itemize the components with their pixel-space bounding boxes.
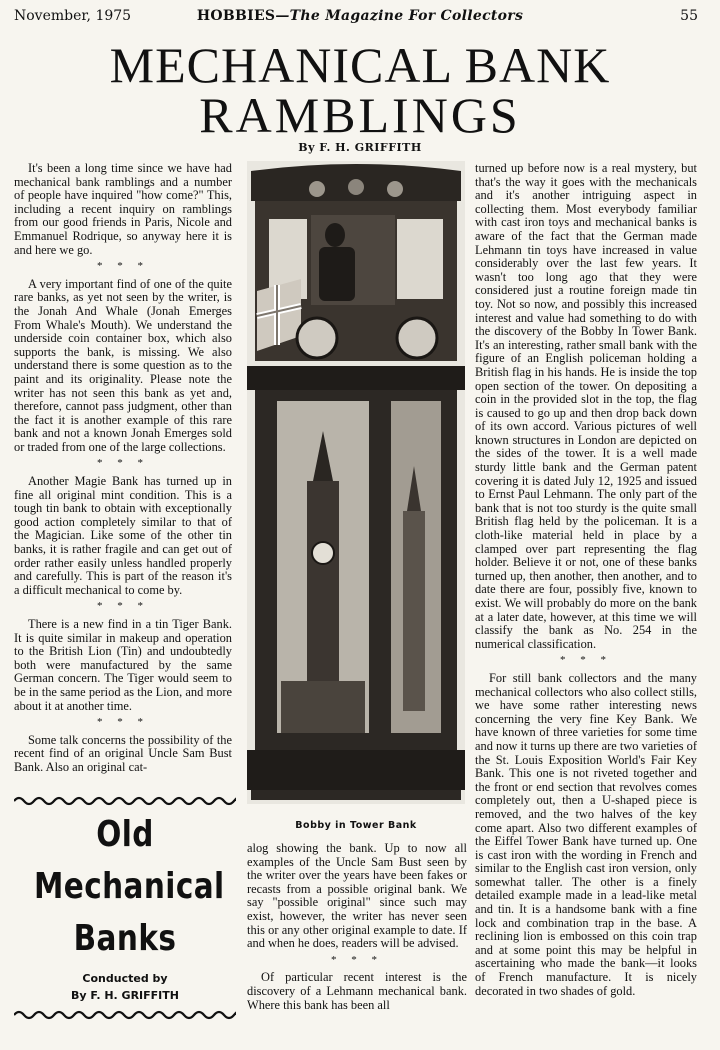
article-title-line1: MECHANICAL BANK (109, 37, 611, 93)
photo-caption: Bobby in Tower Bank (295, 820, 417, 831)
paragraph: For still bank collectors and the many mechanical collectors who also collect stills, we have some rather interesting news concerning the very fine Key Bank. We have known of three varieties for some time and now it turns up there are two varieties of the St. Louis Exposition World's Fair Key Bank. This one is not riveted together and the front or end section that revolves comes completely out, then a U-shaped piece is removed, and the two halves of the key come apart. Also two different examples of the Eiffel Tower Bank have turned up. One is cast iron with the wording in French and similar to the English cast iron version, only somewhat taller. The other is a finely detailed example made in a lead-like metal and tin. It is a handsome bank with a fine lock and combination trap in the base. A reclining lion is embossed on this coin trap and at some point this may be helpful in ascertaining who made the bank—it looks of French manufacture. It is nicely decorated in two shades of gold. (475, 670, 697, 998)
section-separator: * * * (97, 260, 149, 273)
column-title-banks: Banks (73, 918, 177, 959)
decorative-wave-border-top (14, 796, 236, 806)
article-title-line2: RAMBLINGS (199, 87, 521, 143)
paragraph: Some talk concerns the possibility of the recent find of an original Uncle Sam Bust Bank. Also an original cat- (14, 732, 232, 774)
section-separator: * * * (560, 654, 612, 667)
article-byline: By F. H. GRIFFITH (298, 141, 422, 154)
section-separator: * * * (97, 600, 149, 613)
magazine-name: HOBBIES (196, 8, 276, 24)
issue-date: November, 1975 (14, 8, 132, 24)
column-3 (475, 162, 697, 998)
paragraph: Of particular recent interest is the discovery of a Lehmann mechanical bank. Where this bank has been all (247, 970, 467, 1012)
section-separator: * * * (97, 457, 149, 470)
section-separator: * * * (331, 953, 383, 966)
decorative-wave-border-bottom (14, 1010, 236, 1020)
photo-illustration (247, 161, 465, 804)
paragraph: It's been a long time since we have had mechanical bank ramblings and a number of people have inquired "how come?" This, including a recent inquiry on ramblings from our good friends in Paris, Nicole and Emmanuel Rodrique, so anyway here it is and here we go. (14, 161, 232, 257)
section-separator: * * * (97, 716, 149, 729)
paragraph: There is a new find in a tin Tiger Bank. It is quite similar in makeup and operation to the British Lion (Tin) and undoubtedly both were manufactured by the same German concern. The Tiger would seem to be in the same period as the Lion, and more about it at another time. (14, 617, 232, 713)
page-number: 55 (680, 8, 698, 24)
column-title-mechanical: Mechanical (33, 866, 225, 907)
conducted-by-label: Conducted by (82, 972, 168, 985)
column-author: By F. H. GRIFFITH (71, 989, 179, 1002)
column-1 (14, 162, 232, 775)
magazine-subtitle: —The Magazine For Collectors (275, 8, 524, 24)
column-title-old: Old (96, 814, 154, 855)
bobby-in-tower-bank-photo (247, 161, 465, 804)
paragraph: Another Magie Bank has turned up in fine all original mint condition. This is a tough tin bank to obtain with exceptionally good action completely similar to that of the Magician. Like some of the other tin banks, it is rather fragile and can get out of order rather easily unless handled properly and carefully. This is part of the reason it's a difficult mechanical to come by. (14, 474, 232, 597)
paragraph: A very important find of one of the quite rare banks, as yet not seen by the writer, is the Jonah And Whale (Jonah Emerges From Whale's Mouth). We understand the underside coin container box, which also supports the bank, is missing. We also understand there is some question as to the paint and its originality. Please note the writer has not seen this bank as yet and, therefore, cannot pass judgment, other than the fact it is another example of this rare bank and not a known Jonah Emerges sold or traded from one of the large collections. (14, 276, 232, 454)
paragraph: turned up before now is a real mystery, but that's the way it goes with the mechanicals and it's another intriguing aspect in collecting them. Most everybody familiar with cast iron toys and mechanical banks is aware of the fact that the German made Lehmann tin toys have increased in value considerably over the last few years. It wasn't too long ago that they were considered just a routine foreign made tin toy. Not so now, and possibly this increased interest and value had something to do with the discovery of the Bobby In Tower Bank. It's an interesting, rather small bank with the figure of an English policeman holding a British flag in his hands. He is inside the top open section of the tower. On depositing a coin in the provided slot in the top, the flag is caused to go up and then drop back down of its own accord. Various pictures of well known structures in London are depicted on the sides of the tower. It is a well made sturdy little bank and the German patent covering it is dated July 12, 1925 and issued to Ernst Paul Lehmann. The only part of the bank that is not too sturdy is the quite small British flag held by the policeman. It is a cloth-like material held in place by a clamped over part representing the flag holder. Believe it or not, one of these banks turned up, then another, then another, and to date there are four, possibly five, known to exist. We will probably do more on the bank at a later date, however, at this time we will classify the bank as No. 254 in the numerical classification. (475, 161, 697, 651)
column-2 (247, 842, 467, 1012)
paragraph: alog showing the bank. Up to now all examples of the Uncle Sam Bust seen by the writer over the years have been fakes or recasts from a possible original bank. We say "possible original" since such may exist, however, the writer has never seen this or any other original example to date. If and when he does, readers will be advised. (247, 841, 467, 951)
